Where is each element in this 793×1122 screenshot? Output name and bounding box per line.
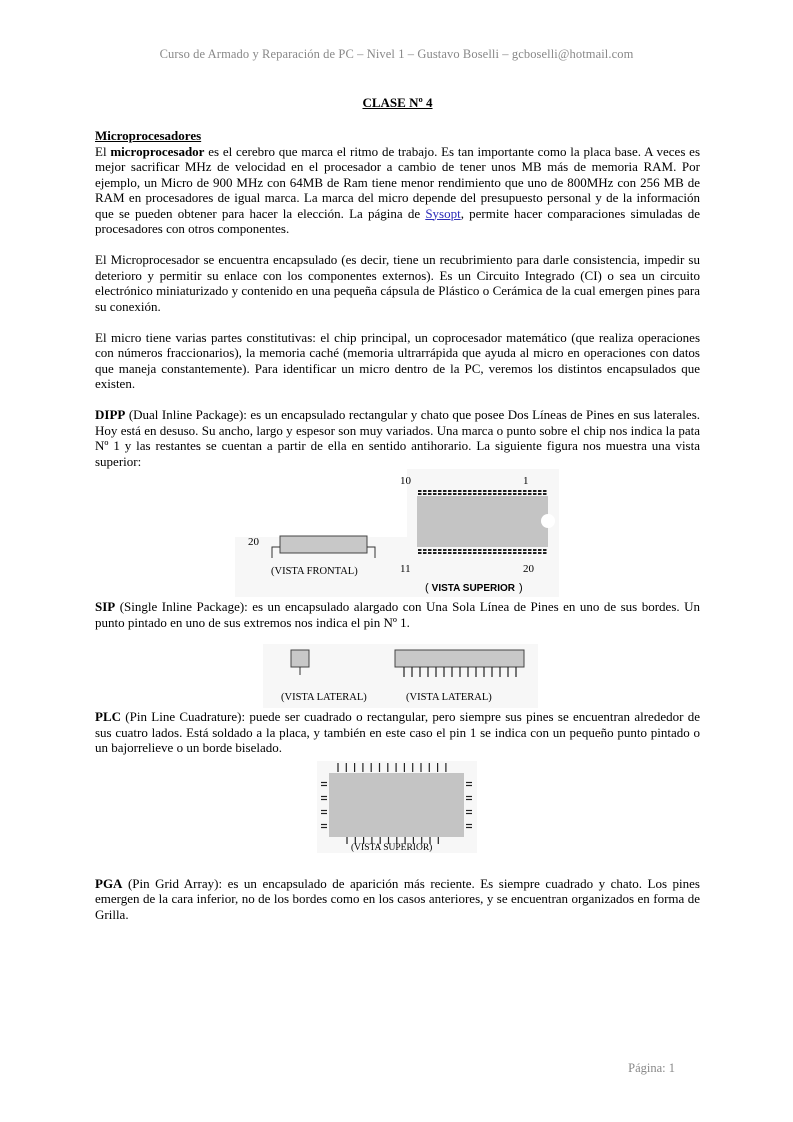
dip-pin — [483, 549, 487, 551]
paragraph-partes: El micro tiene varias partes constitutivas: el chip principal, un coprocesador matemático (que realiza operaciones con números fraccionarios), la memoria caché (memoria ultrarrápida que ayuda al micro en operaciones con datos que maneja constantemente). Para identificar un micro dentro de la PC, veremos los distintos encapsulados que existen. — [95, 329, 700, 391]
plc-diagram — [95, 756, 700, 864]
top-body — [417, 496, 548, 547]
dip-pin — [478, 552, 482, 554]
dip-pin — [418, 552, 422, 554]
page-header: Curso de Armado y Reparación de PC – Nivel 1 – Gustavo Boselli – gcboselli@hotmail.com — [159, 47, 634, 61]
dip-pin — [508, 490, 512, 492]
dip-pin — [523, 552, 527, 554]
dip-pin — [448, 490, 452, 492]
plc-figure — [95, 756, 700, 864]
dip-pin — [468, 493, 472, 495]
dip-pin — [488, 549, 492, 551]
dip-pin — [528, 490, 532, 492]
dip-pin — [473, 552, 477, 554]
dip-pin — [518, 549, 522, 551]
dip-pin — [503, 549, 507, 551]
front-pin-number: 20 — [248, 536, 259, 548]
dip-pin — [498, 493, 502, 495]
top-view-label: ( VISTA SUPERIOR ) — [425, 582, 523, 594]
dip-pin — [428, 490, 432, 492]
dip-pin — [493, 552, 497, 554]
dip-pin — [528, 493, 532, 495]
dip-pin — [443, 552, 447, 554]
dip-pin — [503, 552, 507, 554]
dip-pin — [483, 552, 487, 554]
dipp-figure — [95, 469, 700, 599]
dip-pin — [523, 493, 527, 495]
dip-pin — [443, 549, 447, 551]
sip-term: SIP — [95, 599, 116, 614]
plc-view-label: (VISTA SUPERIOR) — [351, 842, 433, 853]
dip-pin — [503, 493, 507, 495]
paragraph-dipp — [95, 407, 700, 469]
dip-pin — [523, 549, 527, 551]
paragraph-encapsulado: El Microprocesador se encuentra encapsulado (es decir, tiene un recubrimiento para darle consistencia, impedir su deterioro y permitir su enlace con los componentes externos). Es un Circuito Integrado (CI) o sea un circuito electrónico miniaturizado y contenido en una pequeña cápsula de Plástico o Cerámica de la cual emergen pines para su conexión. — [95, 252, 700, 314]
dip-pin — [533, 552, 537, 554]
dip-pin — [418, 490, 422, 492]
dip-pin — [453, 490, 457, 492]
dip-pin — [498, 552, 502, 554]
dip-pin — [463, 493, 467, 495]
sip-label-right: (VISTA LATERAL) — [406, 692, 492, 703]
dip-pin — [463, 490, 467, 492]
dip-pin — [433, 552, 437, 554]
dip-pin — [513, 552, 517, 554]
dip-pin — [438, 549, 442, 551]
bold-term: microprocesador — [110, 143, 205, 159]
plc-term: PLC — [95, 709, 121, 724]
dip-pin — [468, 549, 472, 551]
dip-pin — [418, 549, 422, 551]
dip-pin — [543, 493, 547, 495]
dip-pin — [518, 493, 522, 495]
dip-pin — [473, 490, 477, 492]
dip-pin — [478, 493, 482, 495]
dipp-term: DIPP — [95, 407, 126, 422]
dip-pin — [453, 549, 457, 551]
dip-pin — [423, 552, 427, 554]
dip-pin — [473, 493, 477, 495]
dip-pin — [518, 490, 522, 492]
dip-pin — [538, 549, 542, 551]
dip-pin — [508, 493, 512, 495]
paragraph-sip — [95, 599, 700, 630]
dip-pin — [433, 490, 437, 492]
dip-pin — [468, 490, 472, 492]
dip-pin — [458, 490, 462, 492]
dip-pin — [418, 493, 422, 495]
plc-text: (Pin Line Cuadrature): puede ser cuadrado o rectangular, pero siempre sus pines se encuentran alrededor de sus cuatro lados. Está soldado a la placa, y también en este caso el pin 1 se indica con un pequeño punto pintado o un bajorrelieve o un borde biselado. — [95, 709, 700, 755]
dip-pin — [493, 490, 497, 492]
dip-pin — [488, 493, 492, 495]
top-pin-10: 10 — [400, 475, 411, 487]
front-body — [280, 536, 367, 553]
dip-pin — [478, 549, 482, 551]
dip-pin — [443, 493, 447, 495]
page-content — [95, 95, 700, 922]
dip-pin — [423, 493, 427, 495]
pga-term: PGA — [95, 875, 123, 891]
dip-pin — [543, 490, 547, 492]
dip-pin — [498, 549, 502, 551]
dip-pin — [493, 549, 497, 551]
dip-pin — [533, 490, 537, 492]
dip-pin — [493, 493, 497, 495]
dip-pin — [513, 493, 517, 495]
dip-pin — [538, 490, 542, 492]
dip-pin — [533, 549, 537, 551]
top-pin-1: 1 — [523, 475, 529, 487]
paragraph-microprocesador — [95, 144, 700, 237]
dip-pin — [428, 493, 432, 495]
dip-pin — [458, 549, 462, 551]
dip-pin — [443, 490, 447, 492]
dip-pin — [508, 549, 512, 551]
document-title: CLASE Nº 4 — [362, 95, 433, 110]
dip-pin — [458, 552, 462, 554]
dip-pin — [528, 552, 532, 554]
dip-pin — [488, 490, 492, 492]
sysopt-link[interactable]: Sysopt — [425, 205, 461, 221]
dip-pin — [433, 493, 437, 495]
pga-text: (Pin Grid Array): es un encapsulado de aparición más reciente. Es siempre cuadrado y chato. Los pines emergen de la cara inferior, no de los bordes como en los casos anteriores, y se encuentran organizados en forma de Grilla. — [95, 875, 700, 922]
page-number: Página: 1 — [628, 1061, 675, 1075]
dipp-text: (Dual Inline Package): es un encapsulado rectangular y chato que posee Dos Líneas de Pines en sus laterales. Hoy está en desuso. Su ancho, largo y espesor son muy variados. Una marca o punto sobre el chip nos indica la pata Nº 1 y las restantes se cuentan a partir de ella en sentido antihorario. La siguiente figura nos muestra una vista superior: — [95, 407, 700, 469]
dip-pin — [488, 552, 492, 554]
sip-label-left: (VISTA LATERAL) — [281, 692, 367, 703]
dip-pin — [518, 552, 522, 554]
dip-pin — [513, 490, 517, 492]
dip-pin — [428, 552, 432, 554]
dip-pin — [473, 549, 477, 551]
dip-pin — [438, 493, 442, 495]
dip-pin — [543, 552, 547, 554]
dip-pin — [468, 552, 472, 554]
dip-pin — [513, 549, 517, 551]
sip-text: (Single Inline Package): es un encapsulado alargado con Una Sola Línea de Pines en uno de sus bordes. Un punto pintado en uno de sus extremos nos indica el pin Nº 1. — [95, 599, 700, 630]
sip-long-body — [395, 650, 524, 667]
dip-pin — [483, 490, 487, 492]
dip-pin — [538, 552, 542, 554]
dip-pin — [458, 493, 462, 495]
sip-diagram — [95, 630, 700, 709]
dip-pin — [423, 490, 427, 492]
dip-pin — [463, 552, 467, 554]
sip-side-body — [291, 650, 309, 667]
dip-pin — [448, 493, 452, 495]
plc-body — [329, 773, 464, 837]
dip-pin — [533, 493, 537, 495]
paragraph-pga — [95, 876, 700, 923]
bottom-pin-11: 11 — [400, 563, 411, 575]
bottom-pin-20: 20 — [523, 563, 534, 575]
dip-pin — [503, 490, 507, 492]
dip-pin — [523, 490, 527, 492]
dip-pin — [428, 549, 432, 551]
section-heading: Microprocesadores — [95, 128, 202, 143]
dip-pin — [498, 490, 502, 492]
dip-pin — [483, 493, 487, 495]
text-run: El — [95, 143, 111, 159]
dip-pin — [478, 490, 482, 492]
front-view-label: (VISTA FRONTAL) — [271, 566, 358, 577]
dip-pin — [543, 549, 547, 551]
sip-figure — [95, 630, 700, 709]
paragraph-plc — [95, 709, 700, 756]
dip-pin — [453, 552, 457, 554]
dip-pin — [528, 549, 532, 551]
dip-pin — [538, 493, 542, 495]
dip-pin — [463, 549, 467, 551]
text-run: , permite hacer comparaciones simuladas de procesadores con otros componentes. — [95, 205, 700, 236]
dip-pin — [438, 552, 442, 554]
dip-pin — [508, 552, 512, 554]
text-run: es el cerebro que marca el ritmo de trabajo. Es tan importante como la placa base. A veces es mejor sacrificar MHz de velocidad en el procesador a cambio de tener unos MB más de memoria RAM. Por ejemplo, un Micro de 900 MHz con 64MB de Ram tiene menor rendimiento que uno de 800MHz con 256 MB de RAM en procesadores de igual marca. La marca del micro depende del presupuesto personal y de la información que se pueden obtener para hacer la elección. La página de — [95, 143, 700, 221]
dip-pin — [448, 552, 452, 554]
dip-pin — [453, 493, 457, 495]
dip-pin — [448, 549, 452, 551]
dip-pin — [438, 490, 442, 492]
pin1-notch — [541, 514, 555, 528]
dip-pin — [433, 549, 437, 551]
dip-pin — [423, 549, 427, 551]
dipp-diagram — [95, 469, 700, 599]
